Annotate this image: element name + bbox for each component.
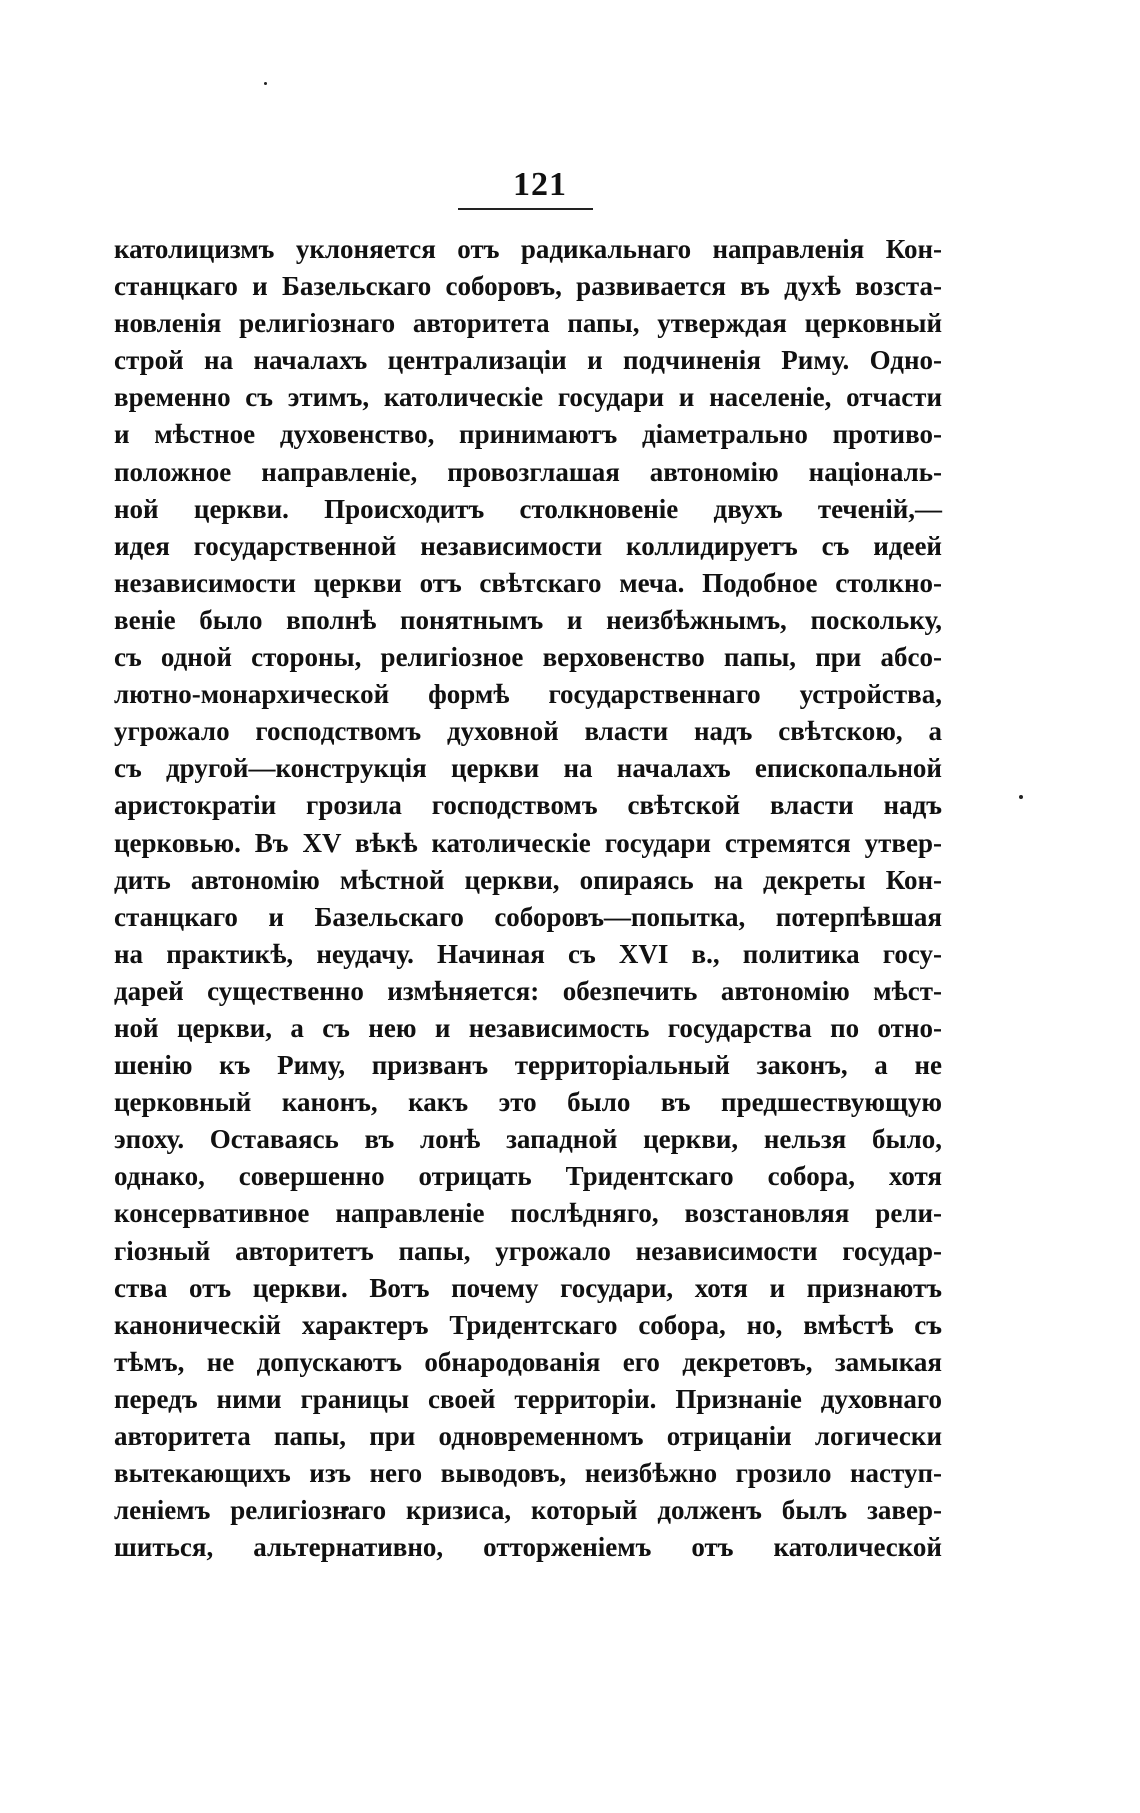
ink-speck [1019, 795, 1023, 799]
ink-speck [264, 82, 267, 85]
text-line: на практикѣ, неудачу. Начиная съ XVI в., политика госу- [114, 938, 942, 969]
header-rule [458, 208, 593, 210]
text-line: новленія религіознаго авторитета папы, утверждая церковный [114, 308, 942, 339]
text-line: шиться, альтернативно, отторженіемъ отъ католической [114, 1532, 942, 1563]
text-line: католицизмъ уклоняется отъ радикальнаго направленія Кон- [114, 234, 942, 264]
text-line: станцкаго и Базельскаго соборовъ, развивается въ духѣ возста- [114, 271, 942, 302]
text-line: ной церкви, а съ нею и независимость государства по отно- [114, 1012, 942, 1043]
text-line: церковью. Въ XV вѣкѣ католическіе государи стремятся утвер- [114, 827, 942, 858]
text-line: лютно-монархической формѣ государственнаго устройства, [114, 679, 942, 710]
text-line: дарей существенно измѣняется: обезпечить автономію мѣст- [114, 975, 942, 1006]
text-line: съ другой—конструкція церкви на началахъ епископальной [114, 753, 942, 784]
text-line: ной церкви. Происходитъ столкновеніе двухъ теченій,— [114, 493, 942, 524]
page-number: 121 [513, 166, 567, 203]
text-line: и мѣстное духовенство, принимаютъ діаметрально противо- [114, 419, 942, 450]
text-line: однако, совершенно отрицать Тридентскаго собора, хотя [114, 1161, 942, 1192]
text-line: строй на началахъ централизаціи и подчиненія Риму. Одно- [114, 345, 942, 376]
body-text [114, 231, 942, 1566]
text-line: идея государственной независимости коллидируетъ съ идеей [114, 530, 942, 561]
text-line: дить автономію мѣстной церкви, опираясь на декреты Кон- [114, 864, 942, 895]
text-line: веніе было вполнѣ понятнымъ и неизбѣжнымъ, поскольку, [114, 604, 942, 635]
text-line: временно съ этимъ, католическіе государи и населеніе, отчасти [114, 382, 942, 413]
text-line: ства отъ церкви. Вотъ почему государи, хотя и признаютъ [114, 1272, 942, 1303]
text-line: шенію къ Риму, призванъ территоріальный законъ, а не [114, 1050, 942, 1081]
text-line: вытекающихъ изъ него выводовъ, неизбѣжно грозило наступ- [114, 1458, 942, 1489]
text-line: каноническій характеръ Тридентскаго собора, но, вмѣстѣ съ [114, 1309, 942, 1340]
text-line: тѣмъ, не допускаютъ обнародованія его декретовъ, замыкая [114, 1346, 942, 1377]
text-line: угрожало господствомъ духовной власти надъ свѣтскою, а [114, 716, 942, 747]
text-line: церковный канонъ, какъ это было въ предшествующую [114, 1087, 942, 1118]
text-line: консервативное направленіе послѣдняго, возстановляя рели- [114, 1198, 942, 1229]
text-line: станцкаго и Базельскаго соборовъ—попытка, потерпѣвшая [114, 901, 942, 932]
text-line: авторитета папы, при одновременномъ отрицаніи логически [114, 1421, 942, 1451]
text-line: передъ ними границы своей территоріи. Признаніе духовнаго [114, 1383, 942, 1414]
text-line: положное направленіе, провозглашая автономію національ- [114, 456, 942, 487]
text-line: съ одной стороны, религіозное верховенство папы, при абсо- [114, 642, 942, 673]
text-line: гіозный авторитетъ папы, угрожало независимости государ- [114, 1235, 942, 1266]
text-line: эпоху. Оставаясь въ лонѣ западной церкви, нельзя было, [114, 1124, 942, 1155]
text-line: аристократіи грозила господствомъ свѣтской власти надъ [114, 790, 942, 821]
text-line: независимости церкви отъ свѣтскаго меча. Подобное столкно- [114, 567, 942, 598]
text-line: леніемъ религіознаго кризиса, который долженъ былъ завер- [114, 1495, 942, 1526]
